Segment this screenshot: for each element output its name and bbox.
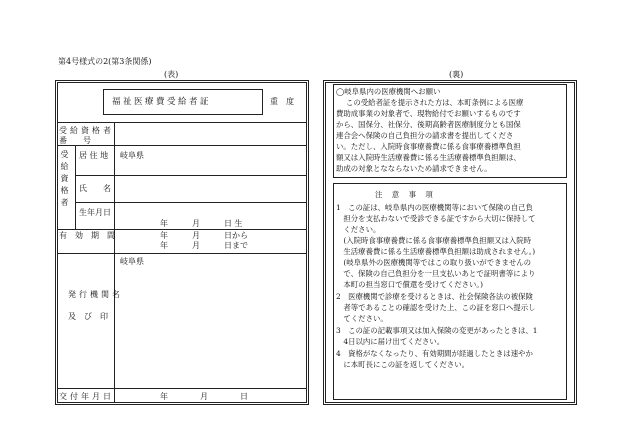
form-number: 第4号様式の2(第3条関係) xyxy=(58,57,152,66)
address-value: 岐阜県 xyxy=(120,151,144,160)
recipient-number-label-2: 番 号 xyxy=(59,136,91,145)
notice-line: 助成の対象となならないため請求できません。 xyxy=(336,164,492,173)
notes-line: 者等であることの確認を受けた上、この証を窓口へ提示し xyxy=(336,303,536,312)
row-divider xyxy=(57,122,307,123)
issue-date-label: 交付年月日 xyxy=(59,392,114,401)
issue-date-value: 年 月 日 xyxy=(160,392,248,401)
notice-heading: ◯岐阜県内の医療機関へお願い xyxy=(336,87,441,96)
card-title: 福祉医療費受給者証 xyxy=(112,97,212,107)
recipient-number-label-1: 受給資格者 xyxy=(59,126,114,135)
back-side-label: (裏) xyxy=(449,70,464,79)
notes-line: 生活療養費に係る生活療養標準負担額は助成されません。) xyxy=(336,247,536,256)
issuer-label-1: 発行機関名 xyxy=(68,290,123,299)
notes-line: 4日以内に届け出てください。 xyxy=(336,337,445,346)
notes-line: てください。 xyxy=(336,314,388,323)
recipient-vertical-label: 受給資格者 xyxy=(60,150,69,210)
address-label: 居 住 地 xyxy=(79,151,109,160)
dob-label: 生年月日 xyxy=(79,208,111,217)
validity-to: 年 月 日まで xyxy=(160,241,248,250)
notice-line: い。ただし、入院時食事療養費に係る食事療養標準負担 xyxy=(336,142,521,151)
notes-line: で、保険の自己負担分を一旦支払いあとで証明書等により xyxy=(336,269,536,278)
row-divider xyxy=(57,145,307,146)
dob-value: 年 月 日 生 xyxy=(160,219,243,228)
notes-line: 1 この証は、岐阜県内の医療機関等において保険の自己負 xyxy=(336,203,533,212)
notes-line: 2 医療機関で診療を受けるときは、社会保険各法の被保険 xyxy=(336,292,533,301)
notes-line: 担分を支払わないで受診できる証ですから大切に保持して xyxy=(336,214,536,223)
notes-line: 4 資格がなくなったり、有効期間が経過したときは速やか xyxy=(336,349,533,358)
notice-line: 費助成事業の対象者で、現物給付でお願いするものです xyxy=(336,109,521,118)
validity-from: 年 月 日から xyxy=(160,231,248,240)
notes-line: (入院時食事療養費に係る食事療養標準負担額又は入院時 xyxy=(336,236,532,245)
front-side-label: (表) xyxy=(164,70,179,79)
notes-line: 3 この証の記載事項又は加入保険の変更があったときは、1 xyxy=(336,326,538,335)
notice-line: 連合会へ保険の自己負担分の請求書を提出してくださ xyxy=(336,131,514,140)
severity-label: 重 度 xyxy=(270,97,294,106)
name-label: 氏 名 xyxy=(79,184,111,193)
issuer-label-2: 及 び 印 xyxy=(68,312,108,321)
row-divider xyxy=(75,175,307,176)
notice-line: 額又は入院時生活療養費に係る生活療養標準負担額は、 xyxy=(336,153,521,162)
notes-line: に本町長にこの証を返してください。 xyxy=(336,360,470,369)
row-divider xyxy=(57,229,307,230)
col-divider xyxy=(75,145,76,229)
notes-line: (岐阜県外の医療機関等ではこの取り扱いができませんの xyxy=(336,258,532,267)
notice-line: から、国保分、社保分、後期高齢者医療制度分とも国保 xyxy=(336,120,521,129)
validity-label: 有 効 期 間 xyxy=(59,231,115,240)
notes-line: ください。 xyxy=(336,225,381,234)
row-divider xyxy=(75,202,307,203)
row-divider xyxy=(57,253,307,254)
issuer-value: 岐阜県 xyxy=(120,257,144,266)
notice-line: この受給者証を提示された方は、本町条例による医療 xyxy=(346,98,524,107)
notes-line: 本町の担当窓口で償還を受けてください。) xyxy=(336,280,483,289)
col-divider xyxy=(114,122,115,403)
row-divider xyxy=(57,388,307,389)
notes-heading: 注 意 事 項 xyxy=(375,190,434,199)
